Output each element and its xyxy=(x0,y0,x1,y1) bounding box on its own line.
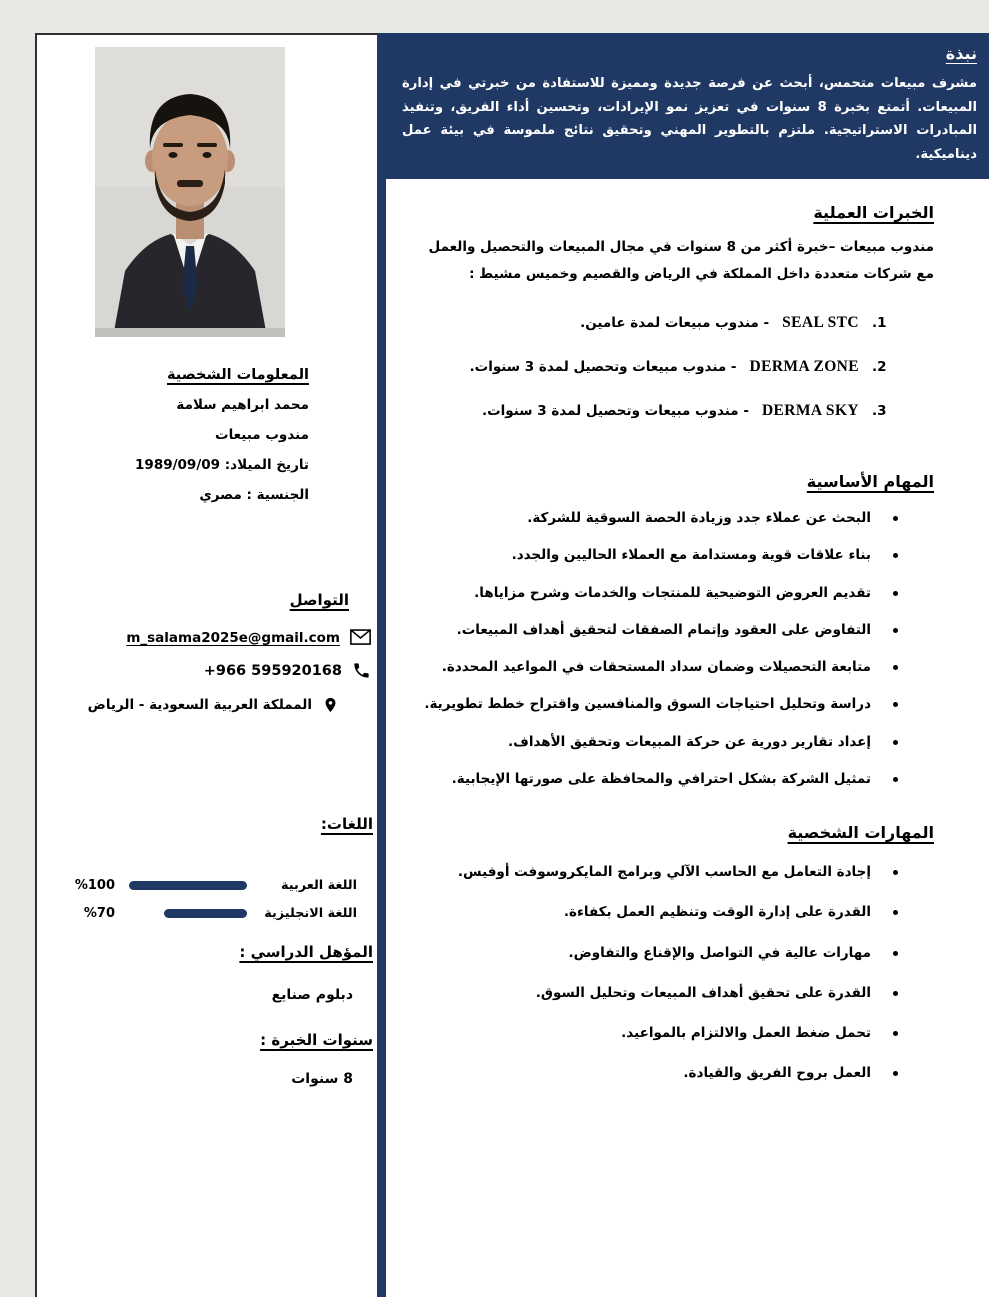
task-text: تقديم العروض التوضيحية للمنتجات والخدمات وشرح مزاياها. xyxy=(474,584,871,601)
section-title-experience: الخبرات العملية xyxy=(813,203,934,222)
bullet-icon xyxy=(893,991,898,996)
experience-years-section xyxy=(37,1031,377,1087)
languages-section xyxy=(37,815,377,921)
task-text: تمثيل الشركة بشكل احترافي والمحافظة على صورتها الإيجابية. xyxy=(451,770,871,787)
company-name: SEAL STC xyxy=(782,314,859,331)
phone-row xyxy=(37,661,371,680)
tasks-list xyxy=(420,508,934,789)
bullet-icon xyxy=(893,702,898,707)
language-row xyxy=(37,878,357,893)
language-percent: %70 xyxy=(83,906,115,921)
bullet-icon xyxy=(893,628,898,633)
language-row xyxy=(37,906,357,921)
list-item xyxy=(420,1023,898,1043)
experience-description: - مندوب مبيعات وتحصيل لمدة 3 سنوات. xyxy=(469,359,737,375)
personal-info-section xyxy=(37,367,377,503)
profile-photo xyxy=(95,47,285,337)
birth-date: تاريخ الميلاد: 1989/09/09 xyxy=(135,457,309,473)
profile-photo-illustration xyxy=(95,47,285,337)
location-row xyxy=(37,695,371,715)
task-text: بناء علاقات قوية ومستدامة مع العملاء الحاليين والجدد. xyxy=(511,547,871,564)
list-number: .2 xyxy=(872,359,887,375)
task-text: البحث عن عملاء جدد وزيادة الحصة السوقية للشركة. xyxy=(527,510,871,526)
skill-text: مهارات عالية في التواصل والإقناع والتفاوض. xyxy=(568,944,871,961)
summary-title: نبذة xyxy=(945,44,977,63)
task-text: التفاوض على العقود وإتمام الصفقات لتحقيق أهداف المبيعات. xyxy=(456,621,871,638)
education-value: دبلوم صنايع xyxy=(271,987,353,1003)
contact-section xyxy=(37,591,377,715)
list-item xyxy=(420,657,898,677)
experience-item xyxy=(420,358,934,376)
section-title-skills: المهارات الشخصية xyxy=(787,823,934,842)
company-name: DERMA SKY xyxy=(761,402,859,419)
list-item xyxy=(420,902,898,922)
list-item xyxy=(420,620,898,640)
language-progress-bar xyxy=(129,881,247,890)
education-section xyxy=(37,943,377,1003)
experience-years-value: 8 سنوات xyxy=(291,1071,353,1087)
phone-icon xyxy=(352,661,371,680)
language-percent: %100 xyxy=(74,878,115,893)
bullet-icon xyxy=(893,553,898,558)
job-title: مندوب مبيعات xyxy=(215,427,309,443)
email-row xyxy=(37,629,371,646)
page xyxy=(35,33,989,1297)
list-item xyxy=(420,732,898,752)
list-item xyxy=(420,1063,898,1083)
phone-number: +966 595920168 xyxy=(203,662,342,679)
personal-info-title: المعلومات الشخصية xyxy=(167,367,309,383)
list-item xyxy=(420,862,898,882)
full-name: محمد ابراهيم سلامة xyxy=(176,397,309,413)
task-text: متابعة التحصيلات وضمان سداد المستحقات في المواعيد المحددة. xyxy=(441,659,871,675)
task-text: إعداد تقارير دورية عن حركة المبيعات وتحقيق الأهداف. xyxy=(508,733,871,750)
skills-list xyxy=(420,862,934,1084)
bullet-icon xyxy=(893,910,898,915)
email-link[interactable]: m_salama2025e@gmail.com xyxy=(126,629,340,646)
summary-section xyxy=(386,33,989,179)
list-item xyxy=(420,769,898,789)
nationality: الجنسية : مصري xyxy=(199,487,309,503)
list-item xyxy=(420,508,898,528)
skill-text: القدرة على إدارة الوقت وتنظيم العمل بكفاءة. xyxy=(563,904,871,921)
location-pin-icon xyxy=(322,695,339,715)
experience-years-title: سنوات الخبرة : xyxy=(260,1031,373,1049)
skill-text: إجادة التعامل مع الحاسب الآلي وبرامج المايكروسوفت أوفيس. xyxy=(457,864,871,880)
main-column xyxy=(386,33,989,1297)
experience-intro: مندوب مبيعات –خبرة أكثر من 8 سنوات في مجال المبيعات والتحصيل والعمل مع شركات متعددة داخل المملكة في الرياض والقصيم وخميس مشيط : xyxy=(428,239,934,282)
bullet-icon xyxy=(893,777,898,782)
contact-title: التواصل xyxy=(289,591,349,609)
experience-description: - مندوب مبيعات لمدة عامين. xyxy=(580,315,770,331)
sidebar xyxy=(37,33,377,1297)
bullet-icon xyxy=(893,740,898,745)
bullet-icon xyxy=(893,1031,898,1036)
experience-item xyxy=(420,314,934,332)
bullet-icon xyxy=(893,591,898,596)
list-number: .3 xyxy=(872,403,887,419)
list-item xyxy=(420,983,898,1003)
education-title: المؤهل الدراسي : xyxy=(239,943,373,961)
skill-text: تحمل ضغط العمل والالتزام بالمواعيد. xyxy=(621,1025,871,1041)
list-number: .1 xyxy=(872,315,887,331)
bullet-icon xyxy=(893,951,898,956)
skill-text: العمل بروح الفريق والقيادة. xyxy=(683,1065,871,1082)
list-item xyxy=(420,694,898,714)
bullet-icon xyxy=(893,665,898,670)
bullet-icon xyxy=(893,870,898,875)
bullet-icon xyxy=(893,1071,898,1076)
task-text: دراسة وتحليل احتياجات السوق والمنافسين واقتراح خطط تطويرية. xyxy=(424,696,871,713)
experience-list xyxy=(420,314,934,420)
language-label: اللغة العربية xyxy=(280,878,357,893)
summary-text: مشرف مبيعات متحمس، أبحث عن فرصة جديدة ومميزة للاستفادة من خبرتي في إدارة المبيعات. أتمتع بخبرة 8 سنوات في تعزيز نمو الإيرادات، وتحسين أداء الفريق، وتنفيذ المبادرات الاستراتيجية. ملتزم بالتطوير المهني وتحقيق نتائج ملموسة في بيئة عمل ديناميكية. xyxy=(402,76,978,162)
languages-title: اللغات: xyxy=(320,815,373,833)
list-item xyxy=(420,583,898,603)
language-progress-bar xyxy=(129,909,247,918)
location-text: المملكة العربية السعودية - الرياض xyxy=(87,697,312,713)
section-title-tasks: المهام الأساسية xyxy=(806,472,934,491)
language-label: اللغة الانجليزية xyxy=(264,906,357,921)
list-item xyxy=(420,545,898,565)
company-name: DERMA ZONE xyxy=(749,358,859,375)
experience-description: - مندوب مبيعات وتحصيل لمدة 3 سنوات. xyxy=(481,403,749,419)
bullet-icon xyxy=(893,516,898,521)
list-item xyxy=(420,943,898,963)
vertical-divider-bar xyxy=(377,33,386,1297)
envelope-icon xyxy=(350,629,371,646)
skill-text: القدرة على تحقيق أهداف المبيعات وتحليل السوق. xyxy=(535,984,871,1001)
experience-item xyxy=(420,402,934,420)
